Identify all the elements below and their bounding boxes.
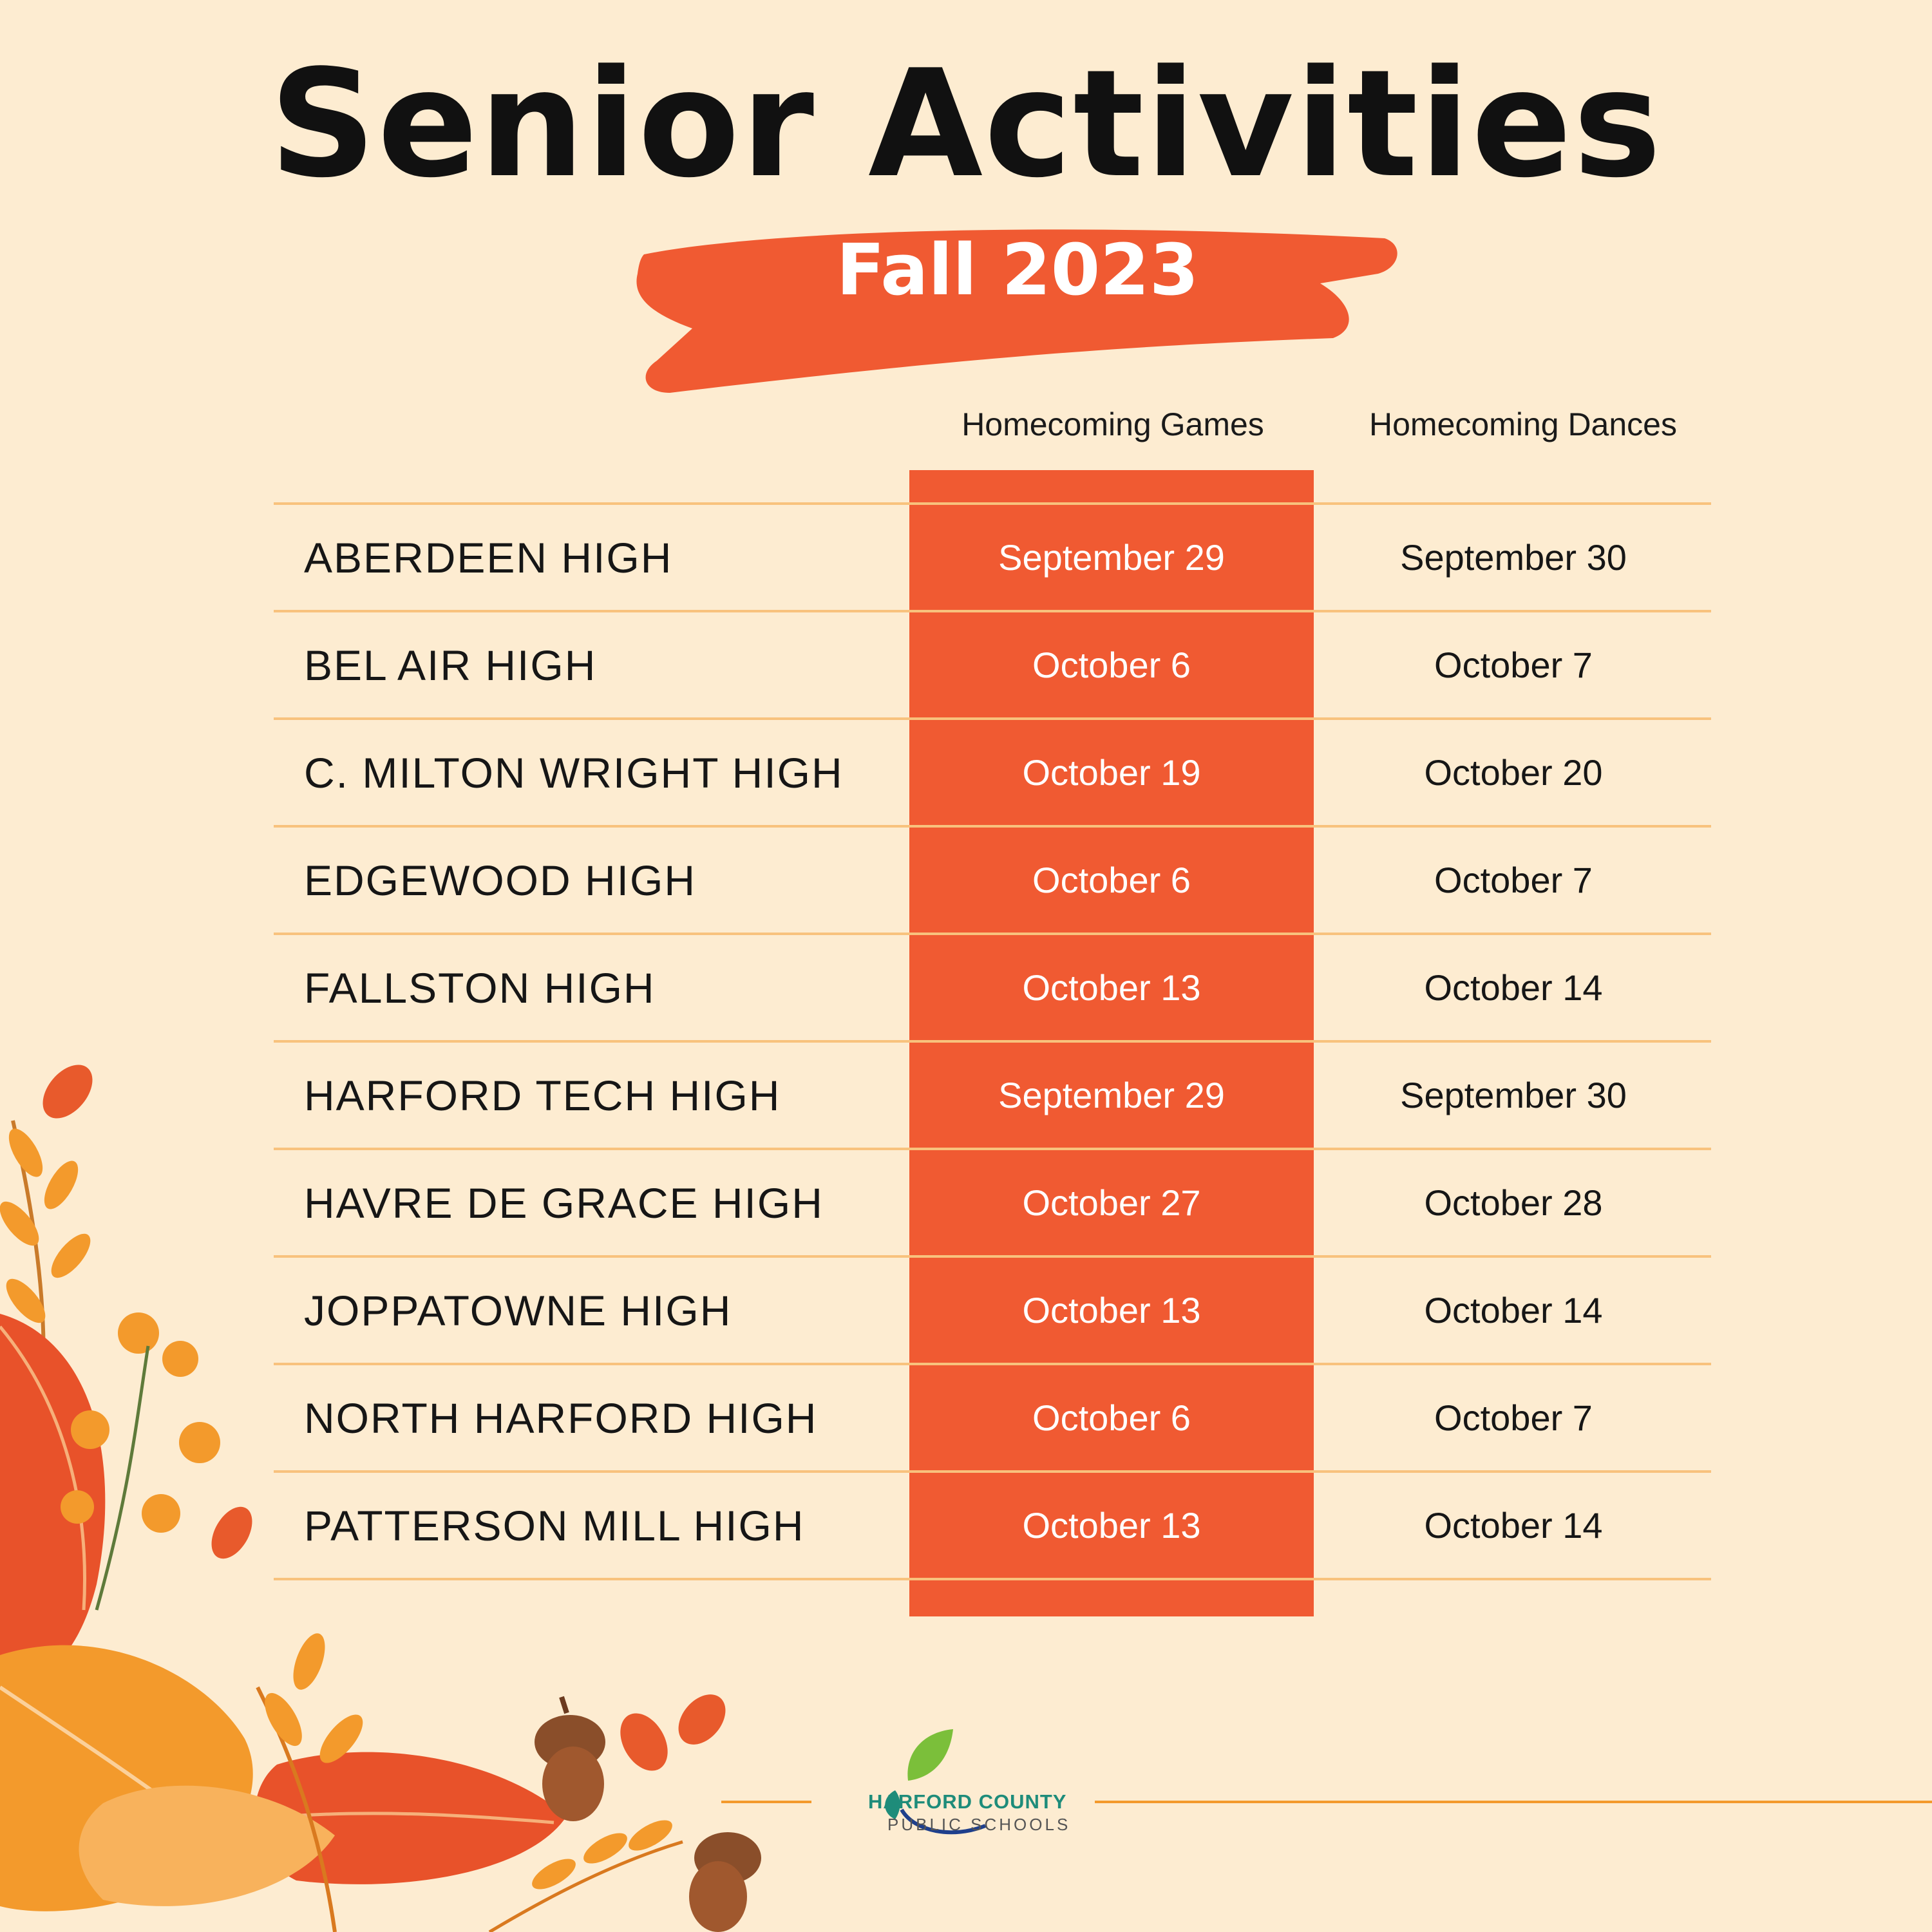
game-date: October 13	[1022, 1505, 1201, 1546]
footer-rule-right	[1095, 1801, 1932, 1803]
game-date: October 6	[1032, 645, 1191, 685]
dance-date: October 28	[1424, 1182, 1603, 1223]
table-row	[274, 717, 1711, 825]
header-homecoming-games: Homecoming Games	[961, 406, 1264, 442]
header-homecoming-dances: Homecoming Dances	[1369, 406, 1677, 442]
school-name: NORTH HARFORD HIGH	[304, 1394, 818, 1442]
school-name: HAVRE DE GRACE HIGH	[304, 1179, 824, 1227]
footer-rule-left	[721, 1801, 811, 1803]
school-name: JOPPATOWNE HIGH	[304, 1286, 732, 1334]
school-name: ABERDEEN HIGH	[304, 533, 673, 582]
dance-date: October 7	[1434, 860, 1593, 900]
dance-date: September 30	[1400, 1075, 1627, 1115]
banner-subtitle: Fall 2023	[836, 229, 1199, 311]
school-name: EDGEWOOD HIGH	[304, 856, 697, 904]
game-date: September 29	[998, 1075, 1225, 1115]
game-date: October 6	[1032, 860, 1191, 900]
school-name: PATTERSON MILL HIGH	[304, 1501, 805, 1549]
table-row	[274, 933, 1711, 1040]
school-name: BEL AIR HIGH	[304, 641, 597, 689]
table-row	[274, 610, 1711, 717]
page-title: Senior Activities	[269, 39, 1663, 211]
logo-subtitle: PUBLIC SCHOOLS	[887, 1815, 1071, 1834]
game-date: October 6	[1032, 1397, 1191, 1438]
game-date: October 13	[1022, 1290, 1201, 1331]
game-date: October 13	[1022, 967, 1201, 1008]
dance-date: October 14	[1424, 1505, 1603, 1546]
game-date: September 29	[998, 537, 1225, 578]
dance-date: October 14	[1424, 967, 1603, 1008]
school-name: FALLSTON HIGH	[304, 963, 656, 1012]
dance-date: October 7	[1434, 1397, 1593, 1438]
autumn-leaves-decoration	[0, 1043, 773, 1932]
school-name: C. MILTON WRIGHT HIGH	[304, 748, 844, 797]
table-row	[274, 825, 1711, 933]
dance-date: September 30	[1400, 537, 1627, 578]
game-date: October 19	[1022, 752, 1201, 793]
acorn-icon	[689, 1832, 761, 1932]
dance-date: October 7	[1434, 645, 1593, 685]
table-row	[274, 502, 1711, 610]
game-date: October 27	[1022, 1182, 1201, 1223]
dance-date: October 20	[1424, 752, 1603, 793]
logo-name: HARFORD COUNTY	[868, 1790, 1067, 1813]
school-name: HARFORD TECH HIGH	[304, 1071, 781, 1119]
dance-date: October 14	[1424, 1290, 1603, 1331]
